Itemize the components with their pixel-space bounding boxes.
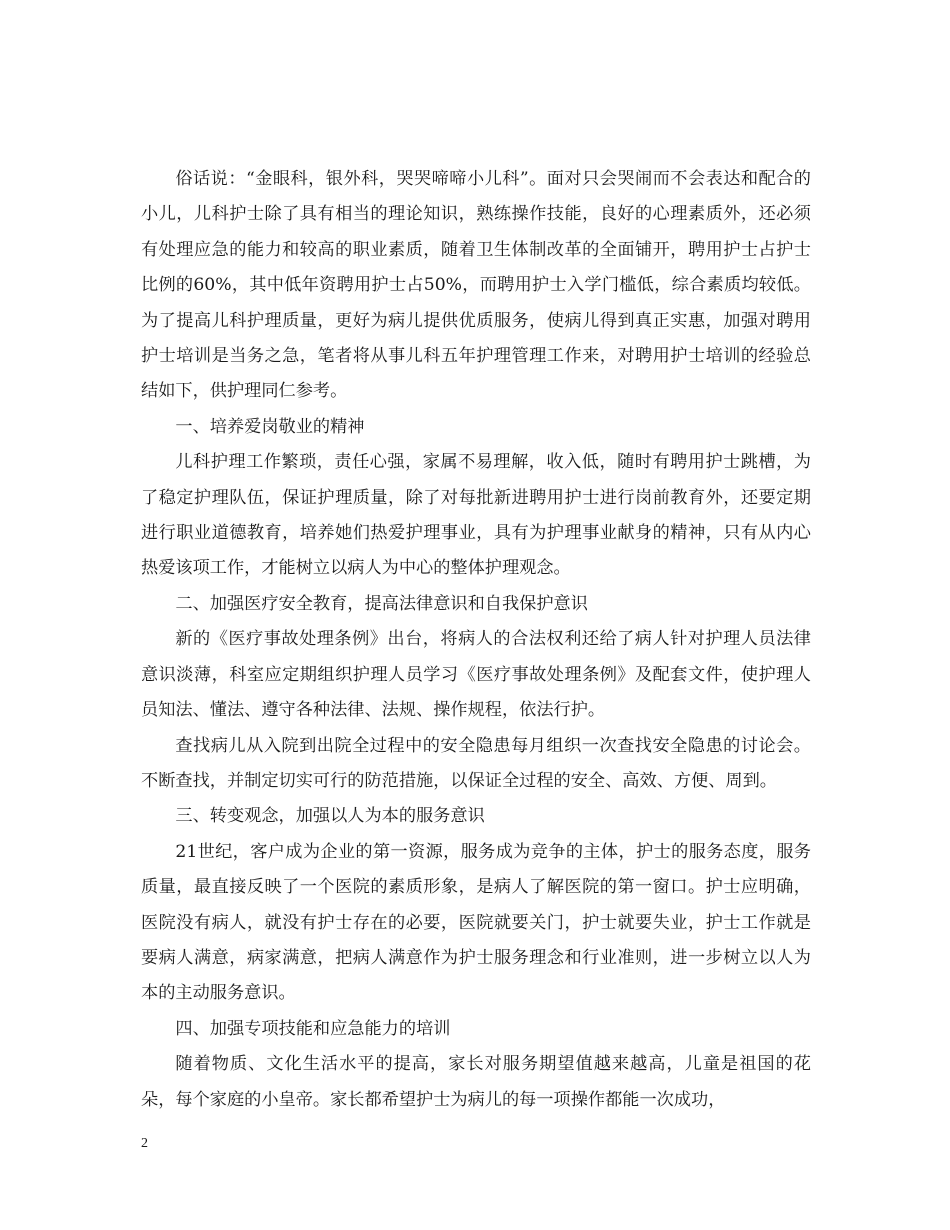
section-heading-3: 三、转变观念，加强以人为本的服务意识 xyxy=(175,806,485,827)
page-number: 2 xyxy=(141,1136,148,1151)
paragraph-section-4: 随着物质、文化生活水平的提高，家长对服务期望值越来越高，儿童是祖国的花朵，每个家庭的小皇帝。家长都希望护士为病儿的每一项操作都能一次成功， xyxy=(141,1054,811,1110)
section-heading-2: 二、加强医疗安全教育，提高法律意识和自我保护意识 xyxy=(175,593,588,614)
paragraph-section-2a: 新的《医疗事故处理条例》出台，将病人的合法权利还给了病人针对护理人员法律意识淡薄，科室应定期组织护理人员学习《医疗事故处理条例》及配套文件，使护理人员知法、懂法、遵守各种法律、法规、操作规程，依法行护。 xyxy=(141,629,811,721)
section-heading-4: 四、加强专项技能和应急能力的培训 xyxy=(175,1018,451,1039)
paragraph-section-2b: 查找病儿从入院到出院全过程中的安全隐患每月组织一次查找安全隐患的讨论会。不断查找，并制定切实可行的防范措施，以保证全过程的安全、高效、方便、周到。 xyxy=(141,735,811,791)
paragraph-section-1: 儿科护理工作繁琐，责任心强，家属不易理解，收入低，随时有聘用护士跳槽，为了稳定护理队伍，保证护理质量，除了对每批新进聘用护士进行岗前教育外，还要定期进行职业道德教育，培养她们热爱护理事业，具有为护理事业献身的精神，只有从内心热爱该项工作，才能树立以病人为中心的整体护理观念。 xyxy=(141,452,811,579)
document-body xyxy=(141,162,811,1118)
section-heading-1: 一、培养爱岗敬业的精神 xyxy=(175,416,365,437)
paragraph-section-3: 21世纪，客户成为企业的第一资源，服务成为竞争的主体，护士的服务态度，服务质量，最直接反映了一个医院的素质形象，是病人了解医院的第一窗口。护士应明确，医院没有病人，就没有护士存在的必要，医院就要关门，护士就要失业，护士工作就是要病人满意，病家满意，把病人满意作为护士服务理念和行业准则，进一步树立以人为本的主动服务意识。 xyxy=(141,841,811,1004)
paragraph-intro: 俗话说：“金眼科，银外科，哭哭啼啼小儿科”。面对只会哭闹而不会表达和配合的小儿，儿科护士除了具有相当的理论知识，熟练操作技能，良好的心理素质外，还必须有处理应急的能力和较高的职业素质，随着卫生体制改革的全面铺开，聘用护士占护士比例的60%，其中低年资聘用护士占50%，而聘用护士入学门槛低，综合素质均较低。为了提高儿科护理质量，更好为病儿提供优质服务，使病儿得到真正实惠，加强对聘用护士培训是当务之急，笔者将从事儿科五年护理管理工作来，对聘用护士培训的经验总结如下，供护理同仁参考。 xyxy=(141,169,811,402)
